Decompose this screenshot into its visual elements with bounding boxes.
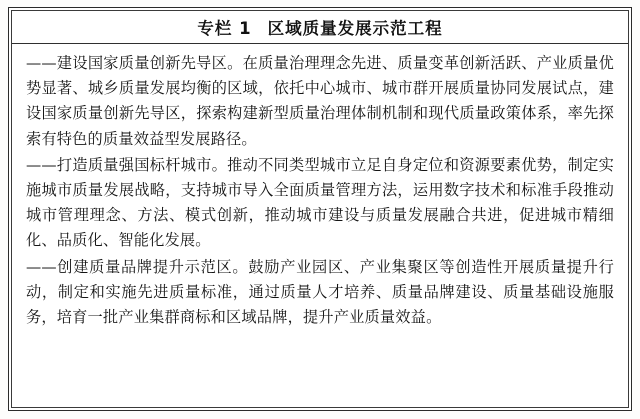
callout-title-row: [12, 11, 628, 44]
callout-body: [12, 44, 628, 335]
paragraph-1: ——建设国家质量创新先导区。在质量治理理念先进、质量变革创新活跃、产业质量优势显著、城乡质量发展均衡的区域，依托中心城市、城市群开展质量协同发展试点，建设国家质量创新先导区，探索构建新型质量治理体制机制和现代质量政策体系，率先探索有特色的质量效益型发展路径。: [26, 54, 614, 148]
paragraph-2: ——打造质量强国标杆城市。推动不同类型城市立足自身定位和资源要素优势，制定实施城市质量发展战略，支持城市导入全面质量管理方法，运用数字技术和标准手段推动城市管理理念、方法、模式创新，推动城市建设与质量发展融合共进，促进城市精细化、品质化、智能化发展。: [26, 155, 614, 250]
callout-box: [8, 7, 632, 411]
callout-number-label: 专栏 1: [197, 19, 252, 38]
callout-title: [197, 15, 442, 39]
callout-heading-text: 区域质量发展示范工程: [267, 19, 443, 38]
callout-box-inner: [11, 10, 629, 408]
paragraph-3: ——创建质量品牌提升示范区。鼓励产业园区、产业集聚区等创造性开展质量提升行动，制定和实施先进质量标准，通过质量人才培养、质量品牌建设、质量基础设施服务，培育一批产业集群商标和区域品牌，提升产业质量效益。: [26, 257, 614, 327]
